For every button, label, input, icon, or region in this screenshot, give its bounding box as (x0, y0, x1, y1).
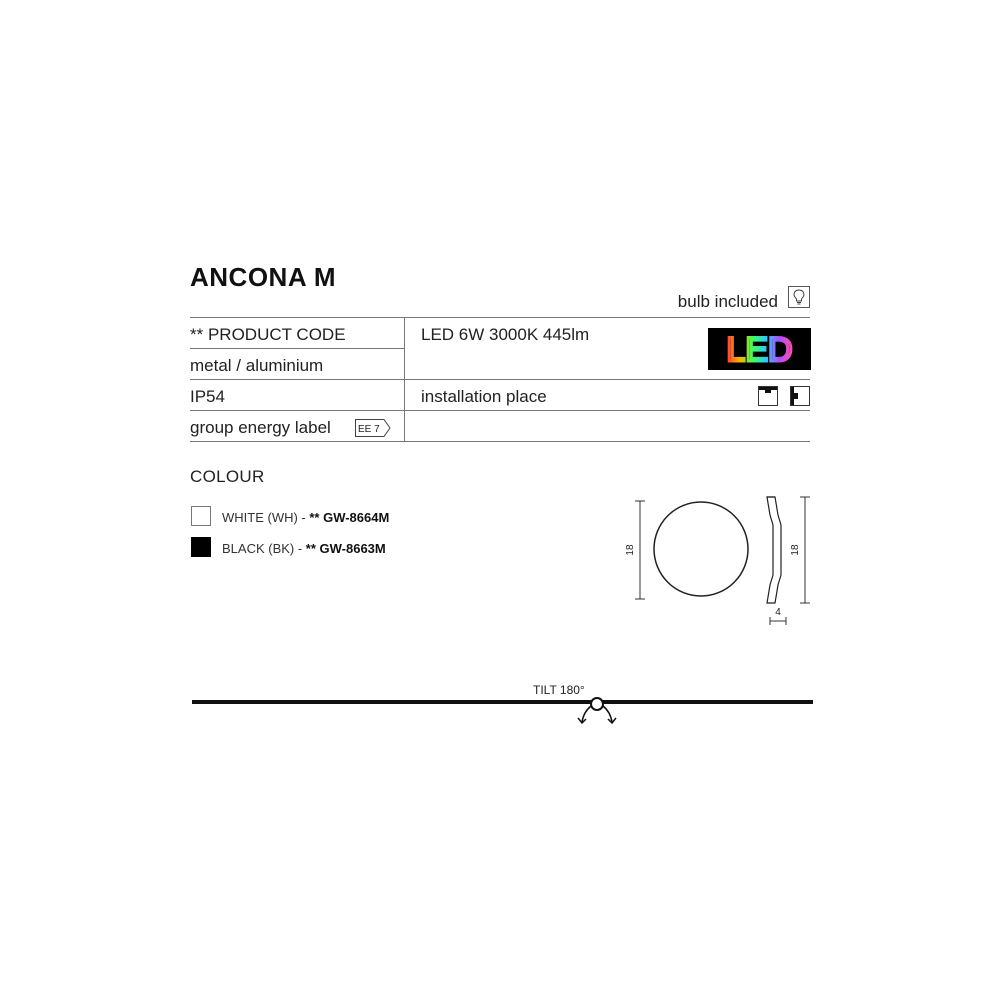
colour-option-white (222, 510, 389, 525)
energy-badge-text: EE 7 (358, 424, 380, 435)
colour-heading: COLOUR (190, 467, 265, 486)
installation-place-label: installation place (421, 387, 547, 406)
swatch-white (191, 506, 211, 526)
energy-label-text: group energy label (190, 418, 331, 437)
table-line-row2 (190, 379, 810, 380)
technical-drawing (615, 485, 815, 630)
lamp-front-view (654, 502, 748, 596)
table-divider (404, 317, 405, 441)
colour-name-black: BLACK (BK) - (222, 541, 306, 556)
lamp-side-view (767, 497, 781, 603)
front-height-label: 18 (625, 544, 636, 556)
bottom-bar (192, 700, 813, 704)
bulb-icon (788, 286, 810, 308)
ip-rating-value: IP54 (190, 387, 225, 406)
energy-badge-icon (355, 419, 391, 437)
led-badge-icon (708, 328, 811, 370)
wall-mount-icon (790, 386, 810, 406)
swatch-black (191, 537, 211, 557)
colour-code-black: ** GW-8663M (305, 541, 386, 556)
tilt-label: TILT 180° (533, 683, 585, 697)
material-value: metal / aluminium (190, 356, 324, 375)
table-line-bottom (190, 441, 810, 442)
colour-option-black (222, 541, 386, 556)
colour-code-white: ** GW-8664M (309, 510, 390, 525)
led-badge-text: LED (726, 331, 793, 369)
table-line-top (190, 317, 810, 318)
depth-label: 4 (775, 607, 781, 618)
tilt-icon (572, 692, 622, 726)
colour-name-white: WHITE (WH) - (222, 510, 310, 525)
side-height-label: 18 (790, 544, 801, 556)
product-title: ANCONA M (190, 262, 337, 292)
ceiling-mount-icon (758, 386, 778, 406)
table-line-row3 (190, 410, 810, 411)
light-source-value: LED 6W 3000K 445lm (421, 325, 590, 344)
bulb-included-label: bulb included (677, 292, 778, 311)
product-code-label: ** PRODUCT CODE (190, 325, 346, 344)
table-line-row1 (190, 348, 404, 349)
